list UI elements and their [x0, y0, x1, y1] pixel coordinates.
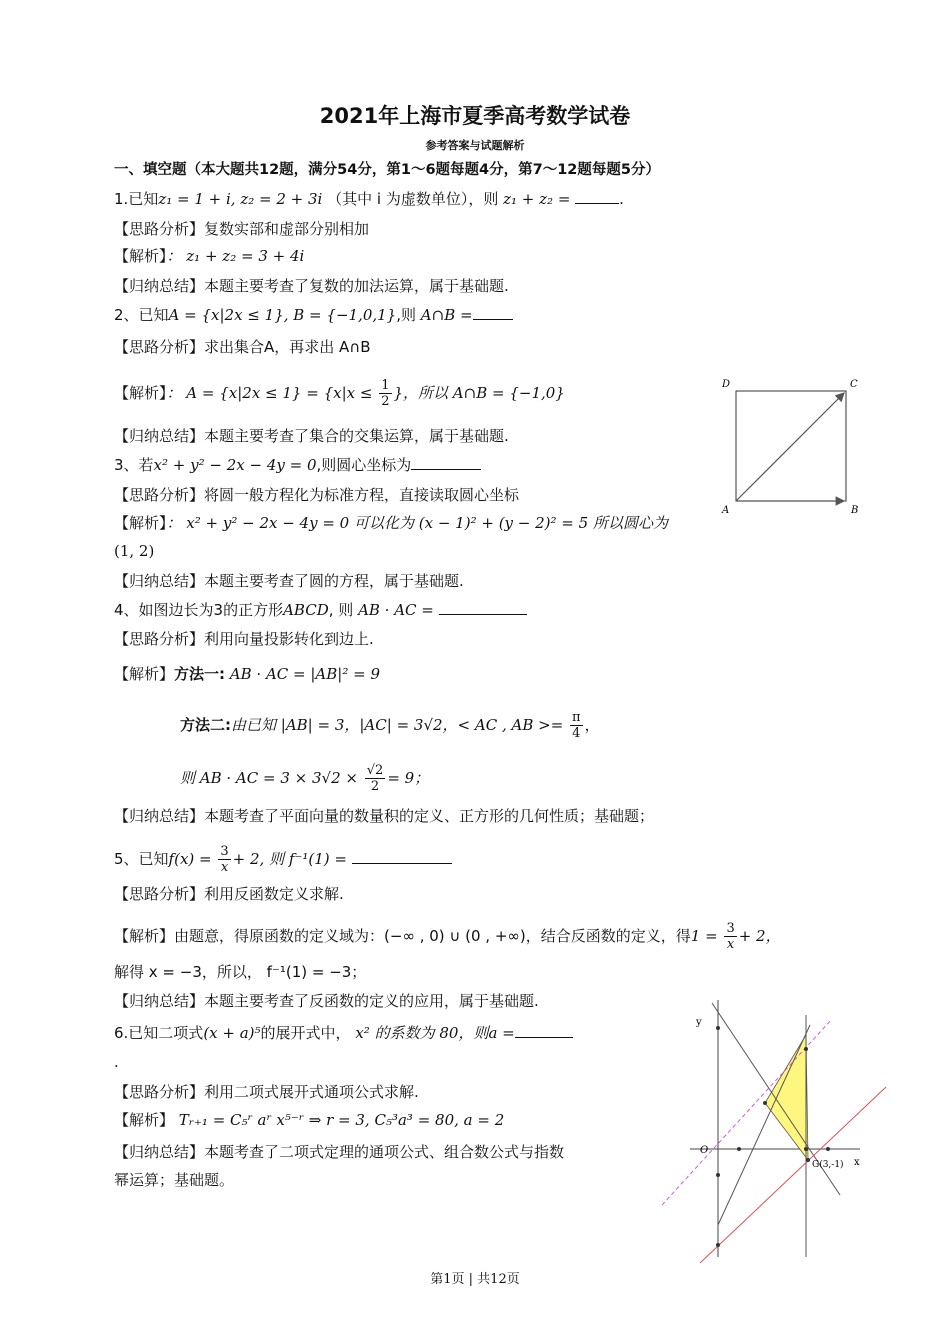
section-heading: 一、填空题（本大题共12题，满分54分，第1～6题每题4分，第7～12题每题5分） [114, 162, 660, 178]
q4-solution-method2-cont: 则 AB · AC = 3 × 3√2 × $\frac{√2}{2}$ = 9； [180, 763, 430, 794]
q2-solution: 【解析】： A = {x|2x ≤ 1} = {x|x ≤ $\frac{1}{2}$ }，所以 A∩B = {−1,0} [114, 378, 565, 409]
page-title: 2021年上海市夏季高考数学试卷 [319, 104, 631, 128]
q4-stem: 4、如图边长为3的正方形ABCD, 则 AB · AC = [114, 600, 527, 620]
q6-analysis: 【思路分析】利用二项式展开式通项公式求解. [114, 1083, 419, 1101]
q4-solution-method1: 【解析】方法一: AB · AC = |AB|² = 9 [114, 665, 380, 683]
point [826, 1147, 830, 1151]
label-d: D [722, 379, 731, 390]
label-a: A [722, 505, 730, 513]
q6-summary: 【归纳总结】本题考查了二项式定理的通项公式、组合数公式与指数 [114, 1143, 565, 1161]
point-g-label: G(3,-1) [812, 1160, 844, 1170]
q3-summary: 【归纳总结】本题主要考查了圆的方程，属于基础题. [114, 572, 464, 590]
q2-stem: 2、已知A = {x|2x ≤ 1}, B = {−1,0,1},则 A∩B = [114, 305, 513, 325]
label-c: C [850, 379, 858, 390]
q2-summary: 【归纳总结】本题主要考查了集合的交集运算，属于基础题. [114, 427, 509, 445]
q3-solution-cont: (1, 2) [114, 542, 155, 560]
label-b: B [851, 505, 859, 513]
q2-analysis: 【思路分析】求出集合A，再求出 A∩B [114, 338, 371, 356]
q6-summary-cont: 幂运算；基础题。 [114, 1171, 235, 1189]
axis-label-y: y [696, 1017, 702, 1028]
point [763, 1101, 767, 1105]
q5-stem: 5、已知f(x) = $\frac{3}{x}$ + 2, 则 f⁻¹(1) = [114, 844, 452, 875]
point [716, 1026, 720, 1030]
q4-solution-method2: 方法二:由已知 |AB| = 3，|AC| = 3√2，< AC , AB >= $\frac{\pi}{4}$ ， [180, 710, 600, 741]
q5-summary: 【归纳总结】本题主要考查了反函数的定义的应用，属于基础题. [114, 992, 539, 1010]
linear-programming-figure [650, 995, 895, 1265]
q6-stem-cont: . [114, 1053, 119, 1071]
q1-summary: 【归纳总结】本题主要考查了复数的加法运算，属于基础题. [114, 277, 509, 295]
shaded-region [765, 1035, 808, 1160]
axis-label-x: x [854, 1157, 860, 1168]
origin-label: O [700, 1145, 709, 1156]
point [737, 1147, 741, 1151]
q4-analysis: 【思路分析】利用向量投影转化到边上. [114, 630, 374, 648]
point [804, 1147, 808, 1151]
page-footer: 第1页 | 共12页 [430, 1272, 520, 1287]
page-subtitle: 参考答案与试题解析 [425, 139, 525, 152]
q3-stem: 3、若x² + y² − 2x − 4y = 0,则圆心坐标为 [114, 455, 481, 475]
q1-analysis: 【思路分析】复数实部和虚部分别相加 [114, 220, 370, 238]
point [804, 1047, 808, 1051]
point [716, 1243, 720, 1247]
q6-stem: 6.已知二项式(x + a)⁵的展开式中， x² 的系数为 80，则a = [114, 1023, 573, 1043]
q6-solution: 【解析】 Tᵣ₊₁ = C₅ʳ aʳ x⁵⁻ʳ ⇒ r = 3, C₅³a³ = 80, a = 2 [114, 1111, 505, 1129]
q5-solution-cont: 解得 x = −3，所以， f⁻¹(1) = −3； [114, 963, 367, 981]
q5-solution: 【解析】由题意，得原函数的定义域为：(−∞ , 0) ∪ (0 , +∞)，结合反函数的定义，得1 = $\frac{3}{x}$ + 2， [114, 921, 781, 952]
point [806, 1158, 810, 1162]
q3-analysis: 【思路分析】将圆一般方程化为标准方程，直接读取圆心坐标 [114, 486, 520, 504]
q5-analysis: 【思路分析】利用反函数定义求解. [114, 885, 344, 903]
square-figure [718, 373, 868, 513]
q3-solution: 【解析】： x² + y² − 2x − 4y = 0 可以化为 (x − 1)² + (y − 2)² = 5 所以圆心为 [114, 514, 668, 532]
q4-summary: 【归纳总结】本题考查了平面向量的数量积的定义、正方形的几何性质；基础题； [114, 807, 655, 825]
vector-ac [736, 393, 844, 501]
point [716, 1173, 720, 1177]
q1-stem: 1.已知z₁ = 1 + i, z₂ = 2 + 3i （其中 i 为虚数单位），则 z₁ + z₂ = . [114, 190, 624, 208]
q1-solution: 【解析】： z₁ + z₂ = 3 + 4i [114, 247, 305, 265]
